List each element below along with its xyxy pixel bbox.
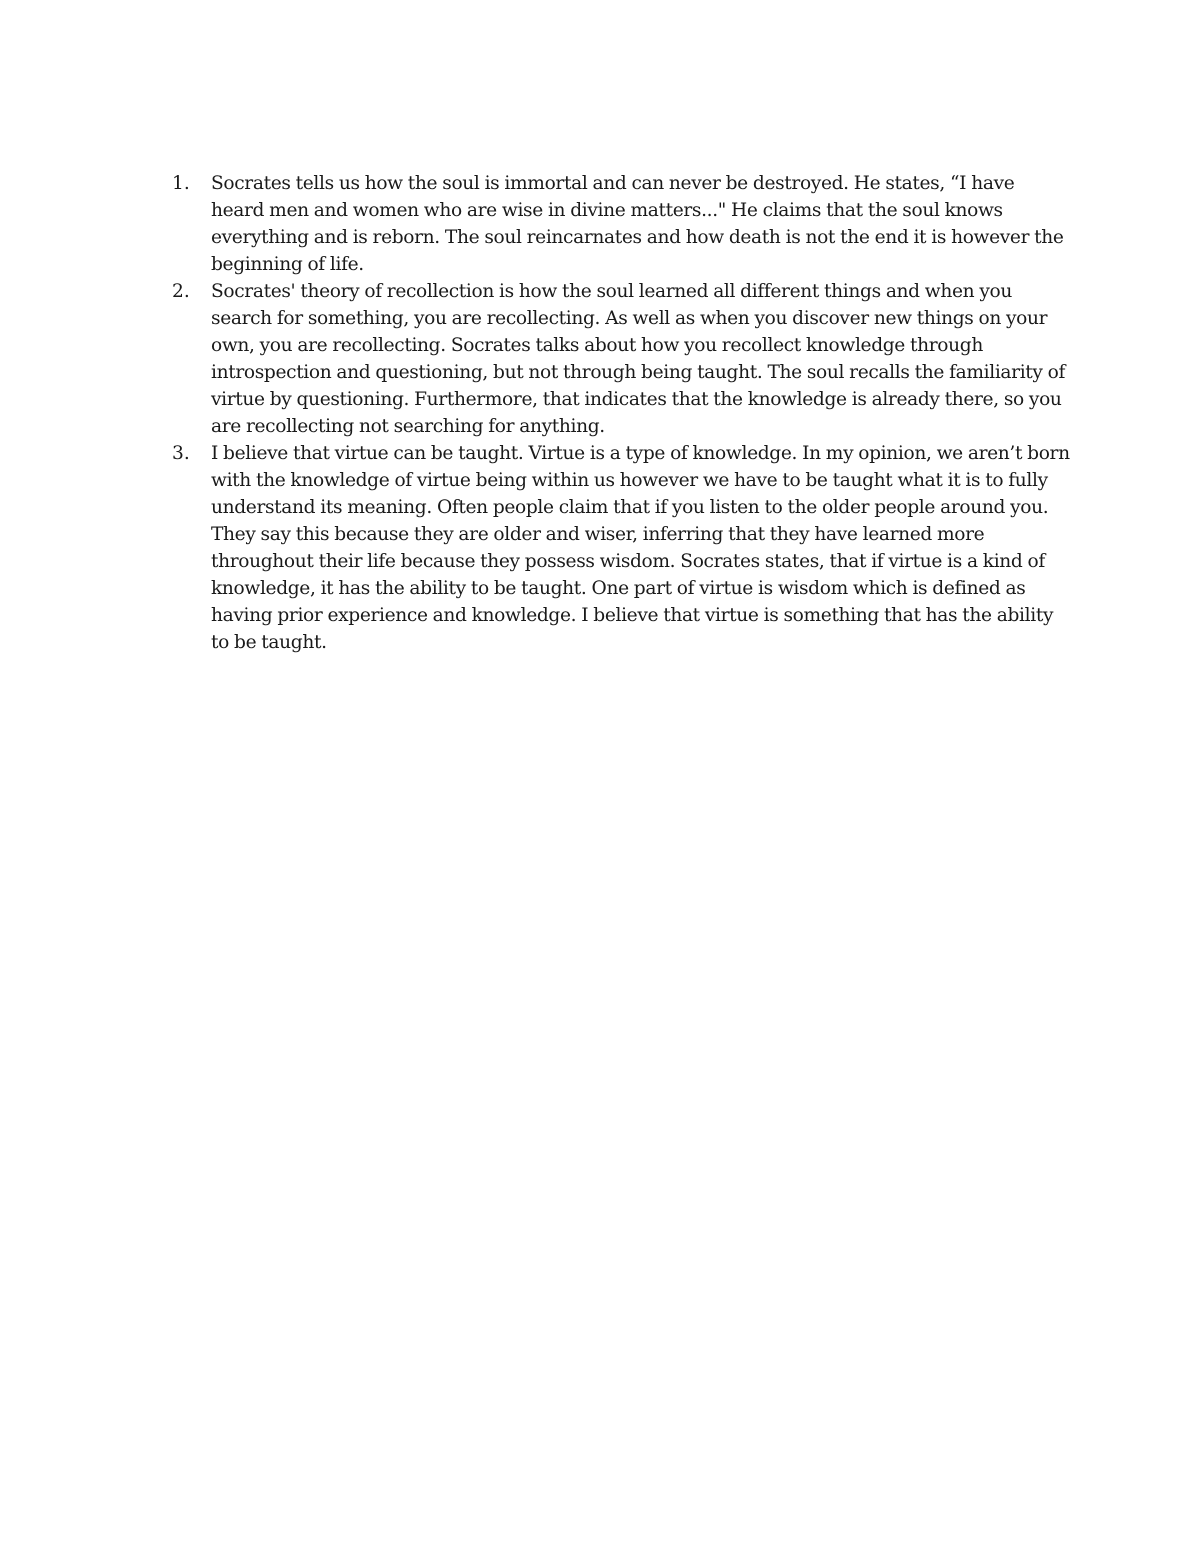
list-item-text: Socrates' theory of recollection is how the soul learned all different things and when you search for something, you are recollecting. As well as when you discover new things on your own, you are recollecting. Socrates talks about how you recollect knowledge through introspection and questioning, but not through being taught. The soul recalls the familiarity of virtue by questioning. Furthermore, that indicates that the knowledge is already there, so you are recollecting not searching for anything.	[211, 281, 1065, 437]
list-item-text: I believe that virtue can be taught. Virtue is a type of knowledge. In my opinion, we aren’t born with the knowledge of virtue being within us however we have to be taught what it is to fully understand its meaning. Often people claim that if you listen to the older people around you. They say this because they are older and wiser, inferring that they have learned more throughout their life because they possess wisdom. Socrates states, that if virtue is a kind of knowledge, it has the ability to be taught. One part of virtue is wisdom which is defined as having prior experience and knowledge. I believe that virtue is something that has the ability to be taught.	[211, 443, 1070, 653]
list-item-2	[172, 278, 1072, 440]
numbered-list	[172, 170, 1072, 656]
list-item-number: 2.	[172, 281, 190, 302]
list-item-number: 1.	[172, 173, 190, 194]
list-item-number: 3.	[172, 443, 190, 464]
list-item-text: Socrates tells us how the soul is immortal and can never be destroyed. He states, “I have heard men and women who are wise in divine matters..." He claims that the soul knows everything and is reborn. The soul reincarnates and how death is not the end it is however the beginning of life.	[211, 173, 1064, 275]
list-item-1	[172, 170, 1072, 278]
list-item-3	[172, 440, 1072, 656]
